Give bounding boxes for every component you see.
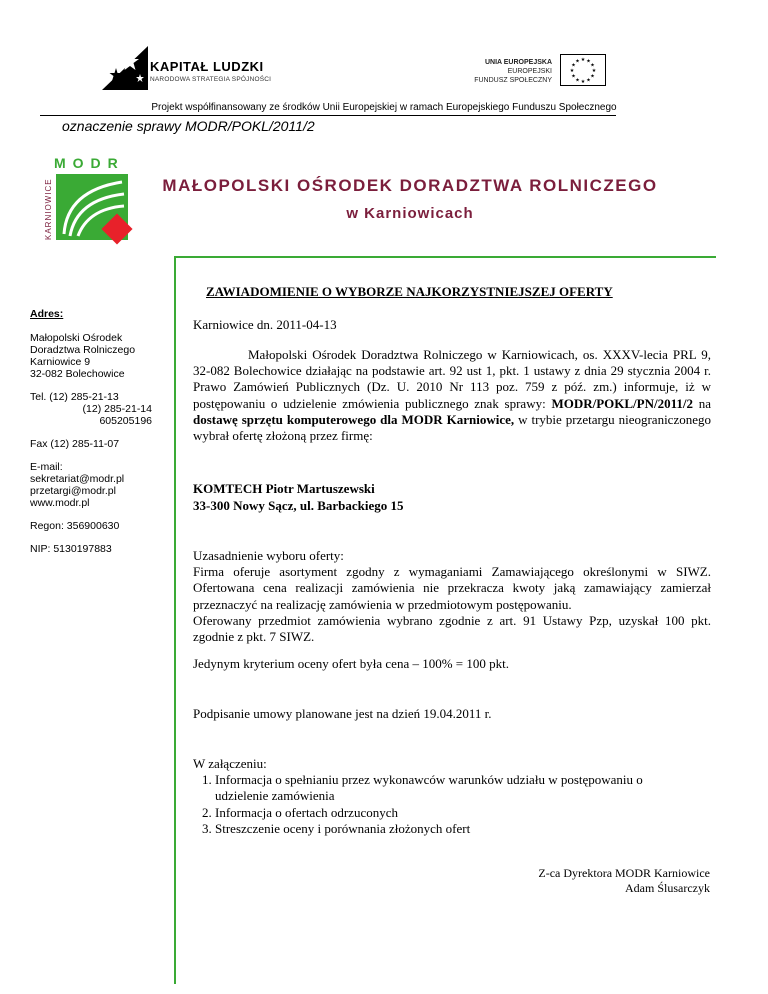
eu-fund-text xyxy=(440,58,552,85)
header-divider xyxy=(40,115,616,116)
svg-text:★: ★ xyxy=(575,77,580,84)
signing-date-text: Podpisanie umowy planowane jest na dzień 19.04.2011 r. xyxy=(193,706,492,721)
nip: NIP: 5130197883 xyxy=(30,543,112,555)
svg-text:★: ★ xyxy=(586,77,591,84)
criterion-text: Jedynym kryterium oceny ofert była cena – 100% = 100 pkt. xyxy=(193,656,509,671)
email-link[interactable]: sekretariat@modr.pl xyxy=(30,473,125,485)
address-line: Małopolski Ośrodek xyxy=(30,332,123,344)
email-label: E-mail: xyxy=(30,461,63,473)
green-horizontal-rule xyxy=(174,256,716,258)
signatory-role: Z-ca Dyrektora MODR Karniowice xyxy=(538,866,710,880)
karniowice-vertical-text: KARNIOWICE xyxy=(44,178,53,240)
svg-text:★: ★ xyxy=(590,62,595,69)
phone-block xyxy=(30,391,170,427)
contact-sidebar xyxy=(30,308,170,566)
svg-text:★: ★ xyxy=(571,73,576,80)
address-line: Doradztwa Rolniczego xyxy=(30,344,136,356)
document-date: Karniowice dn. 2011-04-13 xyxy=(193,317,337,332)
attachments-list xyxy=(193,772,673,837)
svg-text:★: ★ xyxy=(575,58,580,65)
intro-paragraph xyxy=(193,347,711,444)
justification-block xyxy=(193,548,711,645)
attachment-item: 1. Informacja o spełnianiu przez wykonawców warunków udziału w postępowaniu o udzielenie zamówienia xyxy=(215,772,673,804)
address-block xyxy=(30,332,170,380)
intro-text: Małopolski Ośrodek Doradztwa Rolniczego w Karniowicach, os. XXXV-lecia PRL 9, 32-082 Bolechowice działając na podstawie art. 92 ust 1, pkt. 1 ustawy z dnia 29 stycznia 2004 r. Prawo Zamówień Publicznych (Dz. U. 2010 Nr 113 poz. 759 z póź. zm.) informuje, iż w postępowaniu o udzielenie zmówienia publicznego znak sprawy: xyxy=(193,347,711,411)
svg-text:★: ★ xyxy=(571,62,576,69)
attachment-item: 2. Informacja o ofertach odrzuconych xyxy=(215,805,673,821)
winner-name: KOMTECH Piotr Martuszewski xyxy=(193,481,375,496)
winner-block xyxy=(193,481,404,514)
website-link[interactable]: www.modr.pl xyxy=(30,497,90,509)
address-line: Karniowice 9 xyxy=(30,356,91,368)
intro-text: w trybie przetargu nieograniczonego wybrał ofertę złożoną przez firmę: xyxy=(193,411,711,444)
kapital-ludzki-star-icon xyxy=(100,44,150,92)
svg-text:★: ★ xyxy=(580,57,586,63)
cofinancing-note: Projekt współfinansowany ze środków Unii Europejskiej w ramach Europejskiego Funduszu Społecznego xyxy=(151,102,617,113)
svg-text:★: ★ xyxy=(590,73,595,80)
phone-line: (12) 285-21-14 xyxy=(82,403,152,415)
svg-text:★: ★ xyxy=(586,58,591,65)
attachments-heading: W załączeniu: xyxy=(193,756,267,771)
document-title: ZAWIADOMIENIE O WYBORZE NAJKORZYSTNIEJSZEJ OFERTY xyxy=(206,284,613,299)
svg-text:★: ★ xyxy=(569,68,575,74)
kapital-ludzki-subtitle: NARODOWA STRATEGIA SPÓJNOŚCI xyxy=(150,76,272,83)
address-line: 32-082 Bolechowice xyxy=(30,368,125,380)
case-reference: oznaczenie sprawy MODR/POKL/2011/2 xyxy=(62,118,315,134)
eu-line-3: FUNDUSZ SPOŁECZNY xyxy=(474,77,552,84)
justification-heading: Uzasadnienie wyboru oferty: xyxy=(193,548,344,563)
phone-line: Tel. (12) 285-21-13 xyxy=(30,391,119,403)
eu-line-1: UNIA EUROPEJSKA xyxy=(484,59,552,66)
attachment-item: 3. Streszczenie oceny i porównania złożonych ofert xyxy=(215,821,673,837)
fax: Fax (12) 285-11-07 xyxy=(30,438,120,450)
intro-text: na xyxy=(693,395,711,411)
justification-text: Firma oferuje asortyment zgodny z wymaganiami Zamawiającego określonymi w SIWZ. Ofertowana cena realizacji zamówienia nie przekracza kwoty jaką zamawiający zamierzał przeznaczyć na realizację zamówienia w przedmiotowym postępowaniu. xyxy=(193,564,711,612)
email-link[interactable]: przetargi@modr.pl xyxy=(30,485,116,497)
signatory-name: Adam Ślusarczyk xyxy=(625,881,710,895)
modr-letters: MODR xyxy=(54,156,125,171)
case-number: MODR/POKL/PN/2011/2 xyxy=(551,395,693,411)
green-vertical-rule xyxy=(174,256,176,984)
eu-flag-icon xyxy=(560,54,606,86)
svg-text:★: ★ xyxy=(580,79,586,85)
organization-name: MAŁOPOLSKI OŚRODEK DORADZTWA ROLNICZEGO xyxy=(162,176,658,195)
svg-text:★: ★ xyxy=(591,68,597,74)
attachments-block xyxy=(193,756,673,837)
organization-location: w Karniowicach xyxy=(346,205,474,222)
winner-address: 33-300 Nowy Sącz, ul. Barbackiego 15 xyxy=(193,497,404,513)
regon: Regon: 356900630 xyxy=(30,520,120,532)
procurement-subject: dostawę sprzętu komputerowego dla MODR Karniowice, xyxy=(193,411,515,427)
phone-line: 605205196 xyxy=(99,415,152,427)
email-block xyxy=(30,461,170,509)
address-label: Adres: xyxy=(30,308,64,320)
modr-logo xyxy=(44,156,134,252)
kapital-ludzki-title: KAPITAŁ LUDZKI xyxy=(150,59,264,74)
eu-line-2: EUROPEJSKI xyxy=(507,68,552,75)
signature-block xyxy=(440,866,710,896)
justification-text: Oferowany przedmiot zamówienia wybrano zgodnie z art. 91 Ustawy Pzp, uzyskał 100 pkt. zgodnie z pkt. 7 SIWZ. xyxy=(193,612,711,645)
